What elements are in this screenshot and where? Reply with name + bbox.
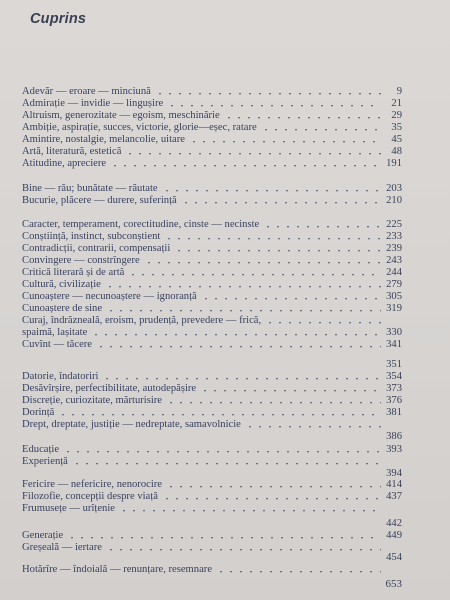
dot-leader <box>106 549 381 552</box>
toc-entry-page: 244 <box>386 267 402 278</box>
toc-page-number: 386 <box>386 431 402 442</box>
dot-leader <box>155 93 381 96</box>
toc-entry-title: Generație <box>22 530 64 541</box>
dot-leader <box>162 498 381 501</box>
dot-leader <box>216 571 381 574</box>
toc-entry-page: 330 <box>386 327 402 338</box>
toc-entry-title: Fericire — nefericire, nenorocire <box>22 479 162 490</box>
toc-entry-title: Ambiție, aspirație, succes, victorie, glorie—eșec, ratare <box>22 122 257 133</box>
toc-entry-page: 239 <box>386 243 402 254</box>
toc-entry-title: Bucurie, plăcere — durere, suferință <box>22 195 177 206</box>
dot-leader <box>166 486 381 489</box>
toc-entry-page: 381 <box>386 407 402 418</box>
toc-entry-title: Frumusețe — urîțenie <box>22 503 115 514</box>
toc-entry <box>22 444 402 456</box>
toc-entry <box>22 371 402 383</box>
toc-entry <box>22 542 402 554</box>
toc-entry-page: 21 <box>391 98 402 109</box>
toc-entry-title: Altruism, generozitate — egoism, meschinărie <box>22 110 220 121</box>
dot-leader <box>200 390 381 393</box>
toc-entry <box>22 267 402 279</box>
toc-entry-page: 203 <box>386 183 402 194</box>
toc-entry <box>22 183 402 195</box>
toc-entry-page: 354 <box>386 371 402 382</box>
toc-entry-title: Filozofie, concepții despre viață <box>22 491 158 502</box>
toc-entry <box>22 195 402 207</box>
dot-leader <box>245 426 381 429</box>
toc-entry-title: Cunoaștere — necunoaștere — ignoranță <box>22 291 197 302</box>
toc-entry-page: 341 <box>386 339 402 350</box>
toc-entry-title: Drept, dreptate, justiție — nedreptate, samavolnicie <box>22 419 241 430</box>
dot-leader <box>91 334 381 337</box>
toc-entry-title: Educație <box>22 444 60 455</box>
toc-entry-page: 233 <box>386 231 402 242</box>
toc-entry-title: Adevăr — eroare — minciună <box>22 86 151 97</box>
toc-entry <box>22 407 402 419</box>
toc-entry-page: 210 <box>386 195 402 206</box>
toc-entry-title: Hotărîre — îndoială — renunțare, resemnare <box>22 564 213 575</box>
toc-entry-page: 48 <box>391 146 402 157</box>
toc-entry <box>22 146 402 158</box>
toc-entry <box>22 383 402 395</box>
dot-leader <box>263 226 381 229</box>
toc-entry <box>22 231 402 243</box>
toc-entry-title: Curaj, îndrăzneală, eroism, prudență, prevedere — frică, <box>22 315 262 326</box>
toc-entry-page: 243 <box>386 255 402 266</box>
toc-entry-title: spaimă, lașitate <box>22 327 88 338</box>
toc-entry <box>22 395 402 407</box>
toc-page-number: 442 <box>386 518 402 529</box>
toc-entry-page: 279 <box>386 279 402 290</box>
toc-entry-title: Convingere — constrîngere <box>22 255 140 266</box>
dot-leader <box>63 451 381 454</box>
toc-entry-page: 373 <box>386 383 402 394</box>
toc-entry <box>22 339 402 351</box>
toc-entry-title: Cuvînt — tăcere <box>22 339 93 350</box>
toc-entry-title: Discreție, curiozitate, mărturisire <box>22 395 163 406</box>
page-title: Cuprins <box>30 11 87 27</box>
dot-leader <box>174 250 381 253</box>
toc-entry <box>22 303 402 315</box>
toc-entry <box>22 122 402 134</box>
dot-leader <box>125 153 381 156</box>
toc-entry-page: 414 <box>386 479 402 490</box>
toc-entry-title: Caracter, temperament, corectitudine, cinste — necinste <box>22 219 260 230</box>
toc-entry <box>22 243 402 255</box>
toc-entry-title: Desăvîrșire, perfectibilitate, autodepășire <box>22 383 197 394</box>
toc-entry-title: Contradicții, contrarii, compensații <box>22 243 171 254</box>
dot-leader <box>167 105 381 108</box>
dot-leader <box>265 322 381 325</box>
dot-leader <box>181 202 381 205</box>
dot-leader <box>144 262 381 265</box>
dot-leader <box>58 414 381 417</box>
toc-entry-title: Greșeală — iertare <box>22 542 102 553</box>
toc-page-number: 351 <box>386 359 402 370</box>
toc-entry <box>22 479 402 491</box>
toc-entry-title: Experiență <box>22 456 68 467</box>
toc-entry-title: Conștiință, instinct, subconștient <box>22 231 161 242</box>
toc-entry-page: 376 <box>386 395 402 406</box>
toc-entry <box>22 564 402 576</box>
dot-leader <box>106 310 381 313</box>
dot-leader <box>224 117 381 120</box>
toc-entry <box>22 530 402 542</box>
toc-entry-page: 437 <box>386 491 402 502</box>
dot-leader <box>201 298 381 301</box>
toc-entry <box>22 503 402 515</box>
toc-entry-page: 35 <box>391 122 402 133</box>
dot-leader <box>189 141 381 144</box>
toc-entry <box>22 255 402 267</box>
toc-page-number: 454 <box>386 552 402 563</box>
toc-entry-page: 319 <box>386 303 402 314</box>
toc-entry-page: 45 <box>391 134 402 145</box>
toc-entry-title: Atitudine, apreciere <box>22 158 107 169</box>
dot-leader <box>164 238 381 241</box>
toc-entry-page: 29 <box>391 110 402 121</box>
toc-entry <box>22 327 402 339</box>
toc-entry <box>22 86 402 98</box>
toc-entry <box>22 219 402 231</box>
toc-entry-title: Dorință <box>22 407 55 418</box>
toc-entry-title: Cultură, civilizație <box>22 279 101 290</box>
toc-entry-page: 449 <box>386 530 402 541</box>
toc-entry-page: 191 <box>386 158 402 169</box>
toc-entry-title: Cunoaștere de sine <box>22 303 103 314</box>
toc-entry <box>22 279 402 291</box>
toc-entry-title: Artă, literatură, estetică <box>22 146 122 157</box>
dot-leader <box>96 346 381 349</box>
toc-entry-page: 225 <box>386 219 402 230</box>
toc-entry-title: Bine — rău; bunătate — răutate <box>22 183 158 194</box>
toc-entry <box>22 98 402 110</box>
toc-entry-title: Datorie, îndatoriri <box>22 371 99 382</box>
page-number: 653 <box>385 578 402 590</box>
dot-leader <box>166 402 381 405</box>
dot-leader <box>261 129 381 132</box>
toc-entry <box>22 134 402 146</box>
toc-entry-page: 9 <box>396 86 402 97</box>
toc-entry-title: Admirație — invidie — lingușire <box>22 98 164 109</box>
toc-entry <box>22 419 402 431</box>
dot-leader <box>162 190 381 193</box>
toc-entry-title: Critică literară și de artă <box>22 267 125 278</box>
toc-entry <box>22 456 402 468</box>
dot-leader <box>110 165 381 168</box>
dot-leader <box>105 286 381 289</box>
toc-entry <box>22 158 402 170</box>
dot-leader <box>67 537 381 540</box>
toc-entry <box>22 110 402 122</box>
dot-leader <box>119 510 381 513</box>
toc-entry <box>22 291 402 303</box>
dot-leader <box>102 378 381 381</box>
toc-entry-page: 393 <box>386 444 402 455</box>
toc-entry <box>22 491 402 503</box>
toc-page-number: 394 <box>386 468 402 479</box>
toc-entry-title: Amintire, nostalgie, melancolie, uitare <box>22 134 185 145</box>
toc-entry <box>22 315 402 327</box>
toc-entry-page: 305 <box>386 291 402 302</box>
dot-leader <box>72 463 381 466</box>
dot-leader <box>128 274 381 277</box>
